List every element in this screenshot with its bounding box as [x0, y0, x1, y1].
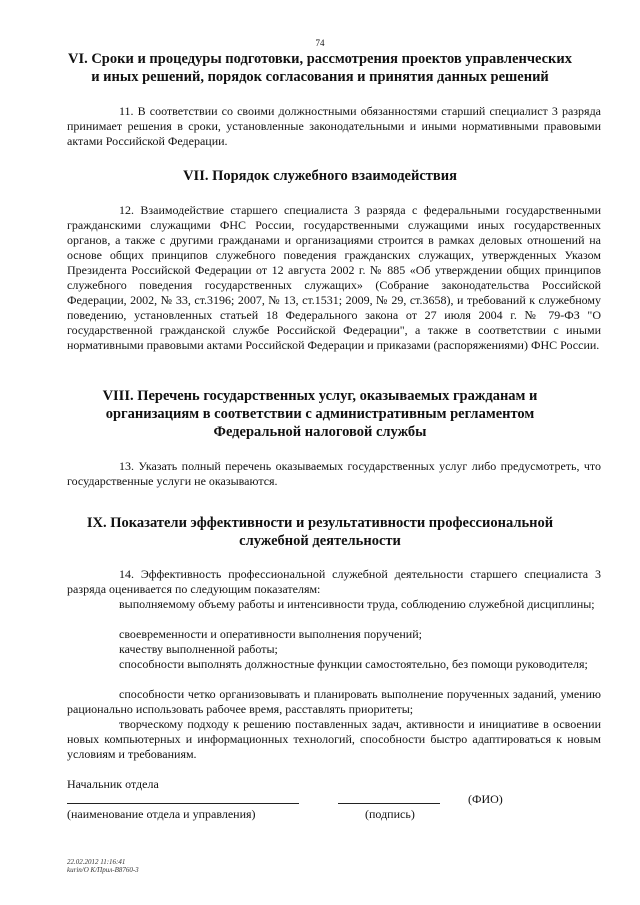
page-number: 74	[315, 38, 325, 48]
section-9-title-line-2: служебной деятельности	[239, 533, 401, 549]
paragraph-14: 14. Эффективность профессиональной служебной деятельности старшего специалиста 3 разряда оценивается по следующим показателям:	[67, 567, 601, 596]
signature-line	[338, 803, 440, 804]
indicator-item: способности выполнять должностные функции самостоятельно, без помощи руководителя;	[119, 657, 588, 671]
paragraph-11: 11. В соответствии со своими должностными обязанностями старший специалист 3 разряда принимает решения в сроки, установленные законодательными и иными нормативными правовыми актами Российской Федерации.	[67, 104, 601, 148]
section-8-title-line-1: VIII. Перечень государственных услуг, оказываемых гражданам и	[102, 388, 538, 404]
department-caption: (наименование отдела и управления)	[67, 807, 256, 821]
indicator-item: способности четко организовывать и планировать выполнение порученных заданий, умению рационально использовать рабочее время, расставлять приоритеты;	[67, 687, 601, 716]
paragraph-12: 12. Взаимодействие старшего специалиста 3 разряда с федеральными государственными гражданскими служащими ФНС России, государственными служащими иных государственных органов, а также с другими гражданами и организациями строится в рамках деловых отношений на основе общих принципов служебного поведения гражданских служащих, утвержденных Указом Президента Российской Федерации от 12 августа 2002 г. № 885 «Об утверждении общих принципов служебного поведения государственных служащих» (Собрание законодательства Российской Федерации, 2002, № 33, ст.3196; 2007, № 13, ст.1531; 2009, № 29, ст.3658), и требований к служебному поведению, установленных статьей 18 Федерального закона от 27 июля 2004 г. № 79-ФЗ "О государственной гражданской службе Российской Федерации", а также в соответствии с иными нормативными правовыми актами Российской Федерации и приказами (распоряжениями) ФНС России.	[67, 203, 601, 352]
section-8-title-line-2: организациям в соответствии с административным регламентом	[105, 406, 535, 422]
head-title: Начальник отдела	[67, 777, 159, 791]
indicator-item: творческому подходу к решению поставленных задач, активности и инициативе в освоении новых компьютерных и информационных технологий, способности быстро адаптироваться к новым условиям и требованиям.	[67, 717, 601, 761]
indicator-item: своевременности и оперативности выполнения поручений;	[119, 627, 422, 641]
section-7-title: VII. Порядок служебного взаимодействия	[183, 168, 457, 184]
indicator-item: качеству выполненной работы;	[119, 642, 278, 656]
signature-caption: (подпись)	[365, 807, 415, 821]
indicator-item: выполняемому объему работы и интенсивности труда, соблюдению служебной дисциплины;	[119, 597, 595, 611]
stamp-timestamp: 22.02.2012 11:16:41	[67, 858, 126, 866]
section-8-title-line-3: Федеральной налоговой службы	[213, 424, 427, 440]
section-6-title-line-2: и иных решений, порядок согласования и принятия данных решений	[91, 69, 549, 85]
department-signature-line	[67, 803, 299, 804]
section-9-title-line-1: IX. Показатели эффективности и результативности профессиональной	[86, 515, 554, 531]
fio-label: (ФИО)	[468, 792, 503, 806]
paragraph-13: 13. Указать полный перечень оказываемых государственных услуг либо предусмотреть, что государственные услуги не оказываются.	[67, 459, 601, 488]
stamp-file-path: kurin/O K/Прил-B8760-3	[67, 866, 139, 874]
section-6-title-line-1: VI. Сроки и процедуры подготовки, рассмотрения проектов управленческих	[67, 51, 573, 67]
document-stamp	[67, 858, 139, 874]
